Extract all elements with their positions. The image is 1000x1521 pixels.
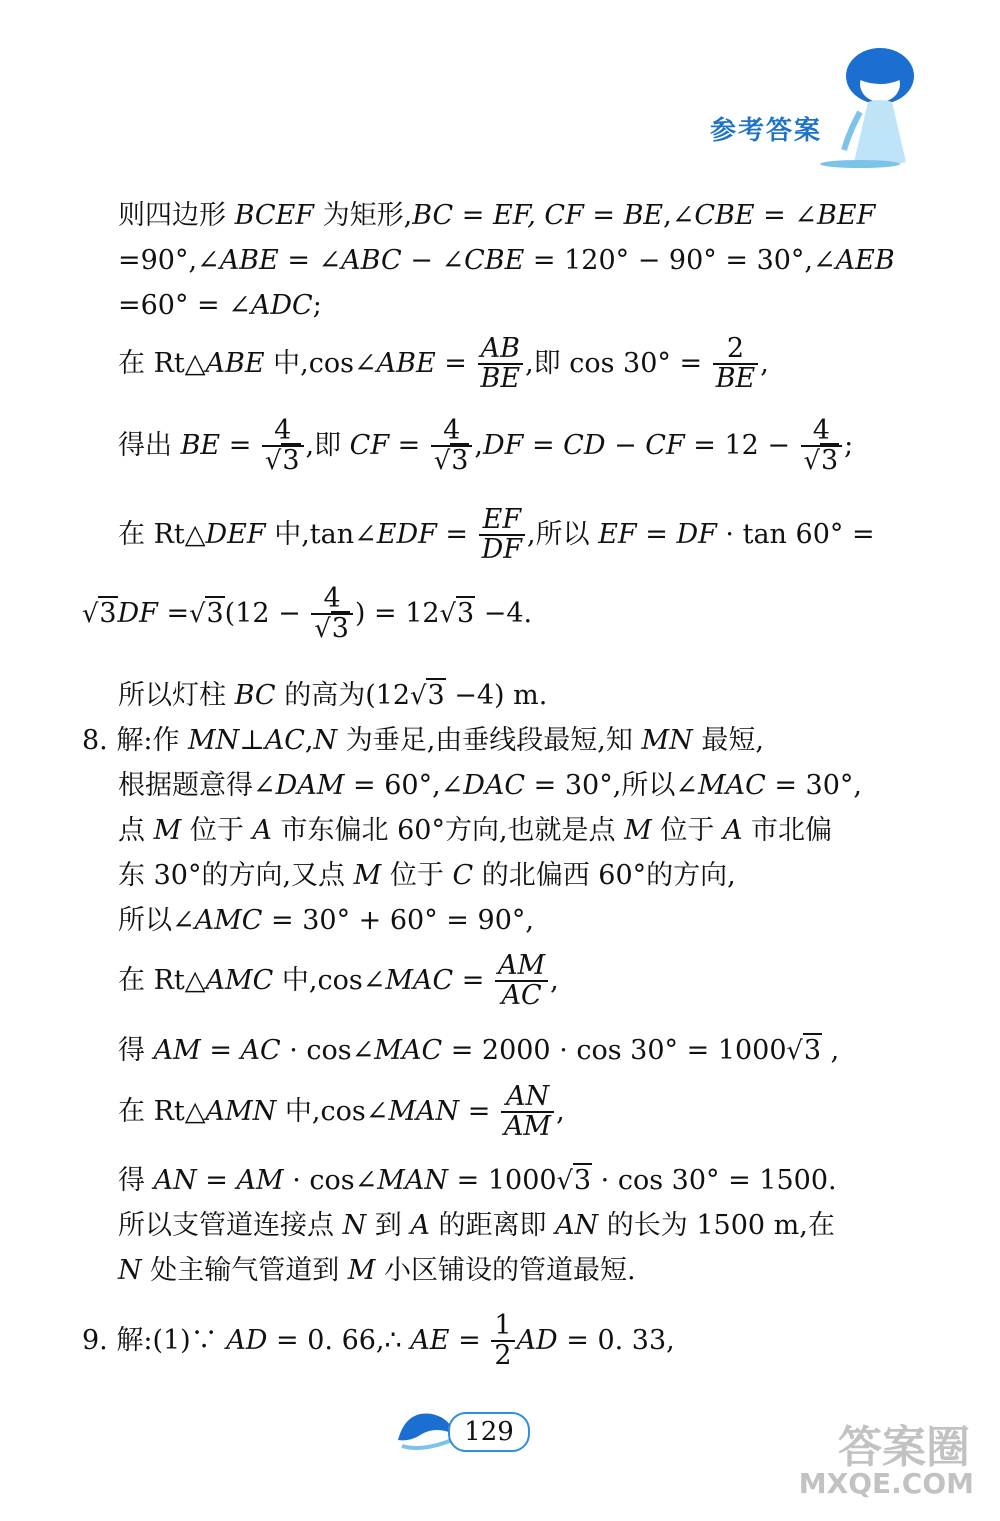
mascot-illustration-icon: [820, 40, 940, 180]
text-line-12: 东 30°的方向,又点 M 位于 C 的北偏西 60°的方向,: [118, 860, 736, 891]
page-number: 129: [448, 1412, 530, 1452]
section-label: 参考答案: [709, 116, 822, 146]
fraction: $\frac{1}{2}$: [491, 1312, 514, 1371]
fraction: $\frac{AB}{BE}$: [478, 335, 524, 394]
sqrt-expression: √3: [803, 445, 839, 477]
fraction: $\frac{AM}{AC}$: [495, 952, 548, 1011]
text-line-11: 点 M 位于 A 市东偏北 60°方向,也就是点 M 位于 A 市北偏: [118, 815, 833, 846]
sqrt-expression: √3: [189, 597, 224, 629]
fraction: $\frac{4}{√3}$: [431, 417, 473, 476]
text-line-7: √3DF =√3(12 − $\frac{4}{√3}$ ) = 12√3 −4.: [82, 583, 533, 645]
text-line-1: 则四边形 BCEF 为矩形,BC = EF, CF = BE,∠CBE = ∠BEF: [118, 200, 876, 231]
text-line-6: 在 Rt△DEF 中,tan∠EDF = $\frac{EF}{DF}$ ,所以 EF = DF · tan 60° =: [118, 504, 875, 566]
watermark-logo: 答案圈: [838, 1422, 970, 1473]
text-line-4: 在 Rt△ABE 中,cos∠ABE = $\frac{AB}{BE}$ ,即 cos 30° = $\frac{2}{BE}$ ,: [118, 333, 769, 395]
sqrt-expression: √3: [556, 1165, 592, 1196]
fraction: $\frac{4}{√3}$: [262, 417, 304, 476]
text-line-14: 在 Rt△AMC 中,cos∠MAC = $\frac{AM}{AC}$ ,: [118, 950, 559, 1012]
text-line-9: 8. 解:作 MN⊥AC,N 为垂足,由垂线段最短,知 MN 最短,: [82, 725, 764, 756]
sqrt-expression: √3: [82, 597, 117, 629]
sqrt-expression: √3: [439, 597, 475, 629]
text-line-18: 所以支管道连接点 N 到 A 的距离即 AN 的长为 1500 m,在: [118, 1210, 835, 1241]
watermark-url: MXQE.COM: [798, 1467, 974, 1500]
page-footer: [392, 1400, 532, 1470]
fraction: $\frac{EF}{DF}$: [479, 506, 525, 565]
sqrt-expression: √3: [264, 445, 300, 477]
text-line-16: 在 Rt△AMN 中,cos∠MAN = $\frac{AN}{AM}$ ,: [118, 1081, 565, 1143]
text-line-19: N 处主输气管道到 M 小区铺设的管道最短.: [118, 1255, 636, 1286]
sqrt-expression: √3: [786, 1035, 822, 1066]
fraction: $\frac{4}{√3}$: [801, 417, 843, 476]
text-line-17: 得 AN = AM · cos∠MAN = 1000√3 · cos 30° = 1500.: [118, 1165, 837, 1196]
text-line-8: 所以灯柱 BC 的高为(12√3 −4) m.: [118, 680, 548, 711]
text-line-20: 9. 解:(1)∵ AD = 0. 66,∴ AE = $\frac{1}{2}$ AD = 0. 33,: [82, 1310, 675, 1372]
fraction: $\frac{2}{BE}$: [713, 335, 759, 394]
text-line-3: =60° = ∠ADC;: [118, 290, 322, 321]
fraction: $\frac{4}{√3}$: [311, 585, 353, 644]
text-line-2: =90°,∠ABE = ∠ABC − ∠CBE = 120° − 90° = 30°,∠AEB: [118, 245, 895, 276]
sqrt-expression: √3: [410, 680, 445, 711]
text-line-5: 得出 BE = $\frac{4}{√3}$ ,即 CF = $\frac{4}{√3}$ ,DF = CD − CF = 12 − $\frac{4}{√3}$ ;: [118, 415, 854, 477]
sqrt-expression: √3: [314, 613, 349, 645]
text-line-15: 得 AM = AC · cos∠MAC = 2000 · cos 30° = 1000√3 ,: [118, 1035, 840, 1066]
fraction: $\frac{AN}{AM}$: [501, 1083, 554, 1142]
text-line-13: 所以∠AMC = 30° + 60° = 90°,: [118, 905, 534, 936]
page-header: [680, 40, 940, 180]
watermark: [760, 1411, 980, 1511]
sqrt-expression: √3: [433, 445, 469, 477]
text-line-10: 根据题意得∠DAM = 60°,∠DAC = 30°,所以∠MAC = 30°,: [118, 770, 862, 801]
